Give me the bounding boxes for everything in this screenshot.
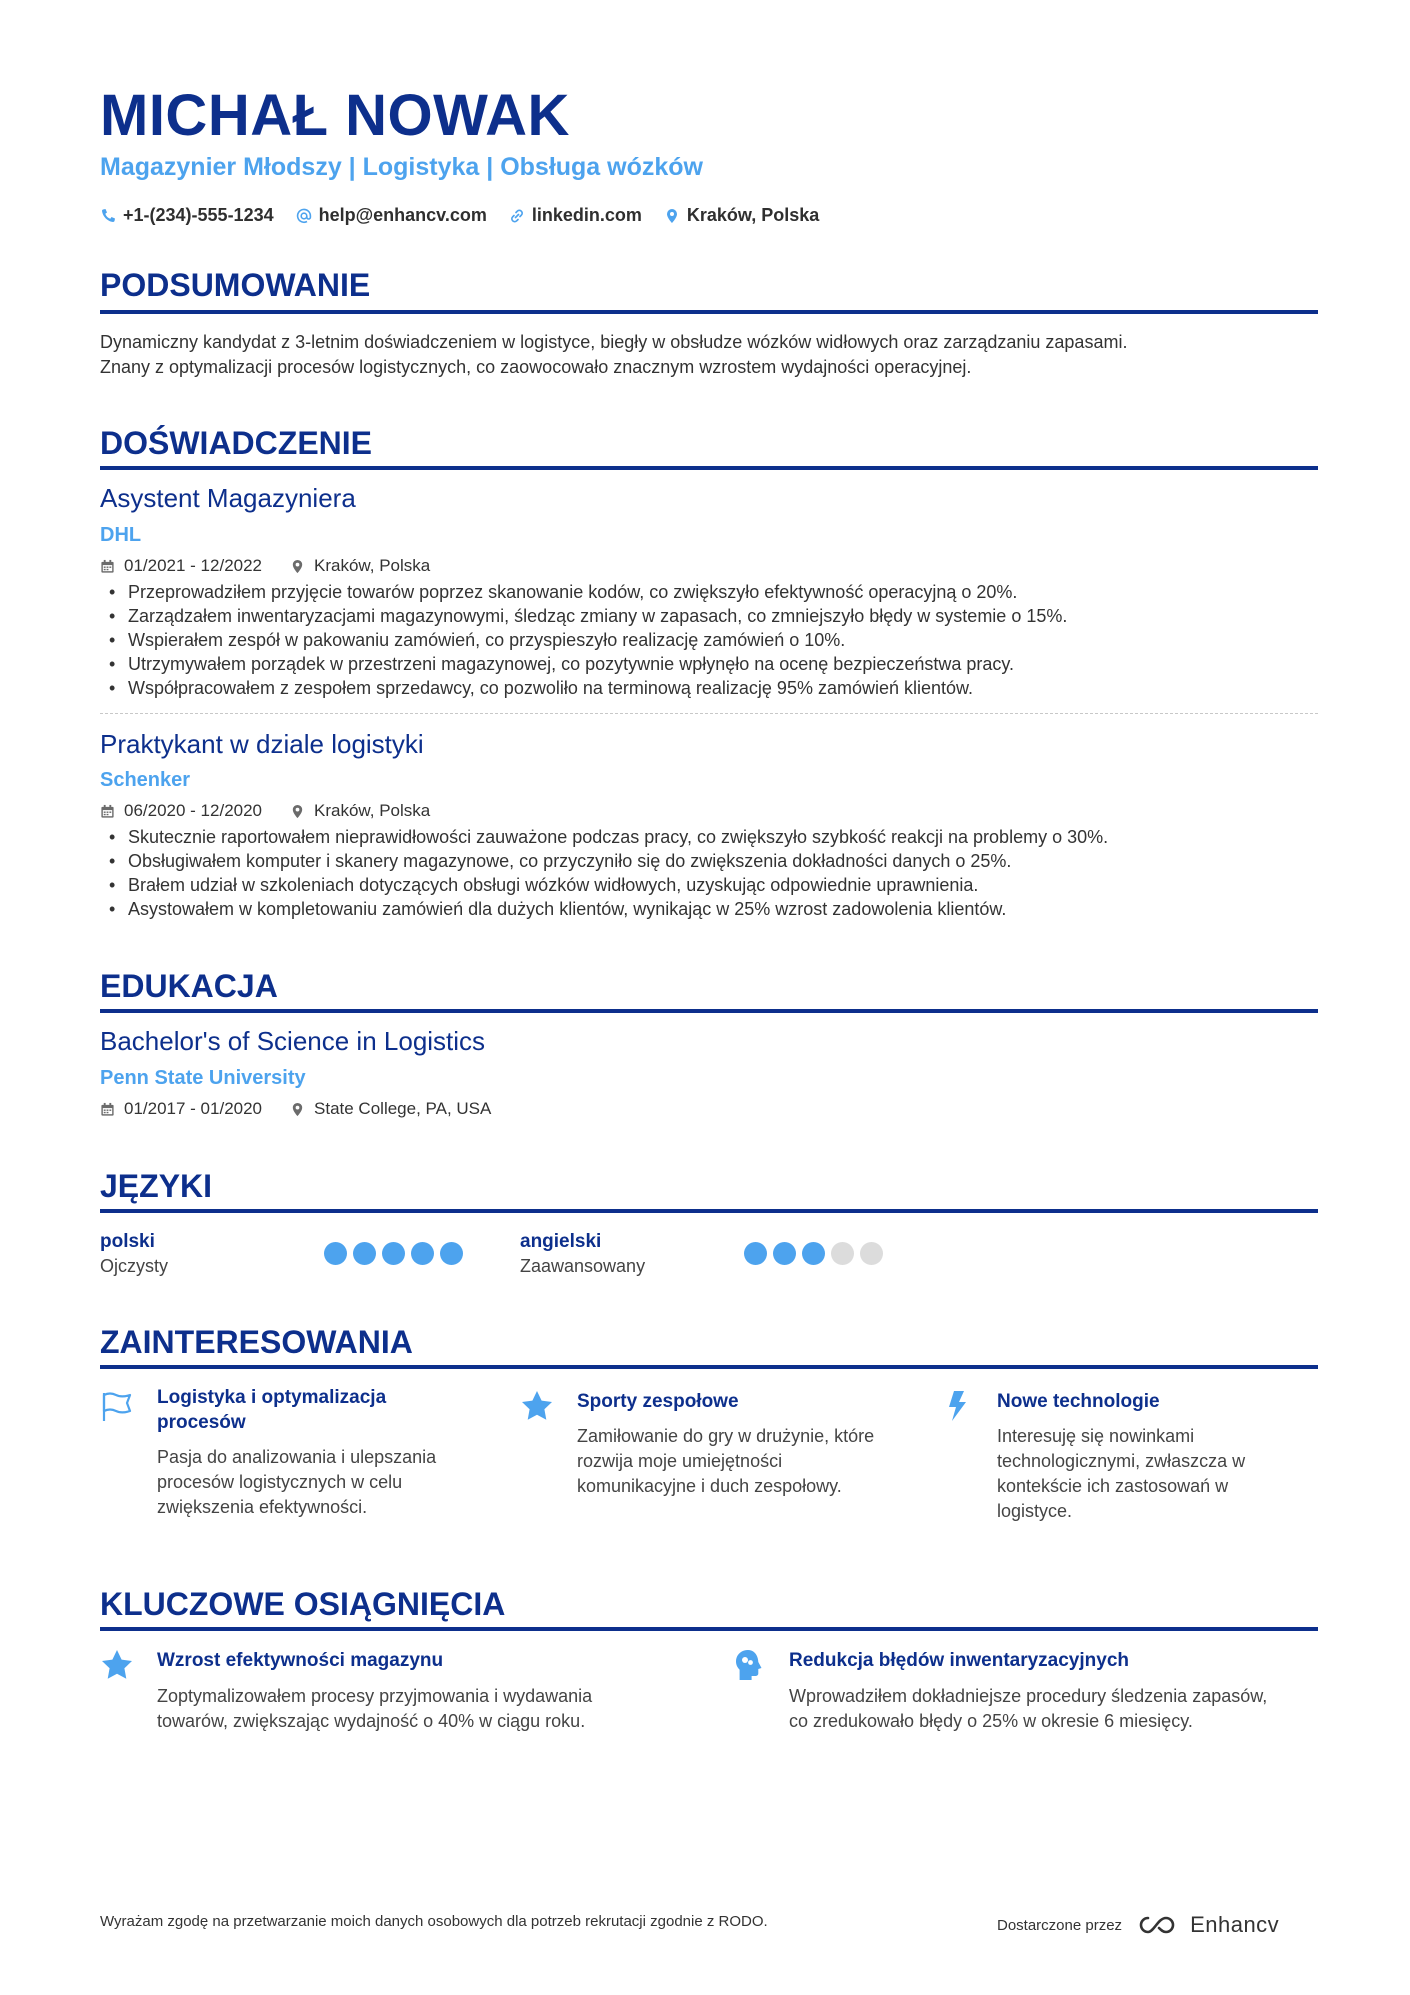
list-item: • Skutecznie raportowałem nieprawidłowości zauważone podczas pracy, co zwiększyło szybkość reakcji na problemy o 30%. bbox=[100, 825, 1318, 849]
company-name: DHL bbox=[100, 524, 142, 546]
education-meta bbox=[100, 1099, 491, 1119]
summary-line: Znany z optymalizacji procesów logistycznych, co zaowocowało znacznym wzrostem wydajności operacyjnej. bbox=[100, 357, 972, 377]
job-bullets bbox=[100, 825, 1318, 921]
email-text: help@enhancv.com bbox=[318, 205, 487, 225]
rating-dot-filled bbox=[440, 1242, 463, 1265]
language-name: angielski bbox=[520, 1231, 602, 1252]
education-location bbox=[290, 1099, 491, 1119]
location-text: State College, PA, USA bbox=[314, 1099, 492, 1118]
rating-dot-filled bbox=[773, 1242, 796, 1265]
section-divider bbox=[100, 1209, 1318, 1213]
rating-dot-filled bbox=[382, 1242, 405, 1265]
summary-line: Dynamiczny kandydat z 3-letnim doświadczeniem w logistyce, biegły w obsłudze wózków widłowych oraz zarządzaniu zapasami. bbox=[100, 332, 1128, 352]
phone-icon bbox=[100, 208, 116, 224]
interest-desc: Zamiłowanie do gry w drużynie, które rozwija moje umiejętności komunikacyjne i duch zespołowy. bbox=[577, 1426, 875, 1496]
location-text: Kraków, Polska bbox=[314, 801, 431, 820]
entry-divider bbox=[100, 713, 1318, 714]
rating-dot-empty bbox=[860, 1242, 883, 1265]
company-name: Schenker bbox=[100, 769, 191, 791]
calendar-icon bbox=[100, 804, 115, 819]
section-title-languages: JĘZYKI bbox=[100, 1168, 213, 1204]
map-pin-icon bbox=[290, 559, 305, 574]
interest-desc: Interesuję się nowinkami technologicznymi, zwłaszcza w kontekście ich zastosowań w logistyce. bbox=[997, 1426, 1246, 1521]
section-divider bbox=[100, 1627, 1318, 1631]
list-item: • Utrzymywałem porządek w przestrzeni magazynowej, co pozytywnie wpłynęło na ocenę bezpieczeństwa pracy. bbox=[100, 652, 1318, 676]
rating-dot-filled bbox=[411, 1242, 434, 1265]
list-item: • Współpracowałem z zespołem sprzedawcy, co pozwoliło na terminową realizację 95% zamówień klientów. bbox=[100, 676, 1318, 700]
language-rating bbox=[324, 1242, 463, 1265]
rating-dot-filled bbox=[324, 1242, 347, 1265]
job-meta bbox=[100, 556, 430, 576]
list-item: • Asystowałem w kompletowaniu zamówień dla dużych klientów, wynikając w 25% wzrost zadowolenia klientów. bbox=[100, 897, 1318, 921]
map-pin-icon bbox=[290, 1102, 305, 1117]
section-title-summary: PODSUMOWANIE bbox=[100, 267, 371, 303]
powered-by-label: Dostarczone przez bbox=[997, 1916, 1123, 1934]
dates-text: 01/2017 - 01/2020 bbox=[124, 1099, 263, 1118]
dates-text: 06/2020 - 12/2020 bbox=[124, 801, 263, 820]
job-dates bbox=[100, 556, 262, 576]
section-title-interests: ZAINTERESOWANIA bbox=[100, 1324, 413, 1360]
at-icon bbox=[296, 208, 312, 224]
section-divider bbox=[100, 310, 1318, 314]
location-text: Kraków, Polska bbox=[314, 556, 431, 575]
rating-dot-empty bbox=[831, 1242, 854, 1265]
star-icon bbox=[100, 1648, 134, 1682]
list-item: • Brałem udział w szkoleniach dotyczących obsługi wózków widłowych, uzyskując odpowiednie uprawnienia. bbox=[100, 873, 1318, 897]
rating-dot-filled bbox=[744, 1242, 767, 1265]
linkedin-text: linkedin.com bbox=[531, 205, 642, 225]
brand-logo[interactable] bbox=[1136, 1912, 1279, 1938]
section-divider bbox=[100, 1365, 1318, 1369]
section-divider bbox=[100, 1009, 1318, 1013]
job-meta bbox=[100, 801, 430, 821]
achievement-title: Redukcja błędów inwentaryzacyjnych bbox=[789, 1650, 1129, 1671]
dates-text: 01/2021 - 12/2022 bbox=[124, 556, 263, 575]
achievement-desc: Wprowadziłem dokładniejsze procedury śledzenia zapasów, co zredukowało błędy o 25% w okresie 6 miesięcy. bbox=[789, 1686, 1268, 1731]
star-icon bbox=[520, 1389, 554, 1423]
contact-email[interactable] bbox=[296, 205, 487, 226]
map-pin-icon bbox=[290, 804, 305, 819]
section-divider bbox=[100, 466, 1318, 470]
consent-text: Wyrażam zgodę na przetwarzanie moich danych osobowych dla potrzeb rekrutacji zgodnie z RODO. bbox=[100, 1913, 768, 1930]
summary-text bbox=[100, 330, 1318, 380]
lightning-icon bbox=[940, 1389, 974, 1423]
contact-location bbox=[664, 205, 819, 226]
job-bullets bbox=[100, 580, 1318, 700]
brain-head-icon bbox=[732, 1648, 766, 1682]
location-text: Kraków, Polska bbox=[686, 205, 820, 225]
infinity-icon bbox=[1136, 1914, 1182, 1936]
interest-desc: Pasja do analizowania i ulepszania procesów logistycznych w celu zwiększenia efektywności. bbox=[157, 1447, 437, 1517]
achievement-title: Wzrost efektywności magazynu bbox=[157, 1650, 444, 1671]
section-title-experience: DOŚWIADCZENIE bbox=[100, 425, 372, 461]
interest-title: Logistyka i optymalizacja procesów bbox=[157, 1387, 387, 1433]
job-location bbox=[290, 801, 430, 821]
job-title: Praktykant w dziale logistyki bbox=[100, 729, 424, 759]
language-level: Zaawansowany bbox=[520, 1256, 646, 1276]
list-item: • Zarządzałem inwentaryzacjami magazynowymi, śledząc zmiany w zapasach, co zmniejszyło błędy w systemie o 15%. bbox=[100, 604, 1318, 628]
language-item bbox=[100, 1231, 168, 1277]
link-icon bbox=[509, 208, 525, 224]
calendar-icon bbox=[100, 1102, 115, 1117]
education-dates bbox=[100, 1099, 262, 1119]
interest-title: Sporty zespołowe bbox=[577, 1391, 739, 1412]
list-item: • Przeprowadziłem przyjęcie towarów poprzez skanowanie kodów, co zwiększyło efektywność operacyjną o 20%. bbox=[100, 580, 1318, 604]
contact-linkedin[interactable] bbox=[509, 205, 642, 226]
brand-name: Enhancv bbox=[1190, 1912, 1280, 1937]
map-pin-icon bbox=[664, 208, 680, 224]
achievement-desc: Zoptymalizowałem procesy przyjmowania i wydawania towarów, zwiększając wydajność o 40% w ciągu roku. bbox=[157, 1686, 593, 1731]
job-title: Asystent Magazyniera bbox=[100, 483, 356, 513]
candidate-name: MICHAŁ NOWAK bbox=[100, 83, 570, 148]
section-title-education: EDUKACJA bbox=[100, 968, 278, 1004]
contact-bar bbox=[100, 205, 819, 226]
flag-icon bbox=[100, 1389, 134, 1423]
candidate-subtitle: Magazynier Młodszy | Logistyka | Obsługa wózków bbox=[100, 153, 703, 181]
list-item: • Wspierałem zespół w pakowaniu zamówień, co przyspieszyło realizację zamówień o 10%. bbox=[100, 628, 1318, 652]
job-dates bbox=[100, 801, 262, 821]
language-item bbox=[520, 1231, 645, 1277]
resume-page bbox=[100, 0, 1318, 1995]
school-name: Penn State University bbox=[100, 1067, 306, 1089]
calendar-icon bbox=[100, 559, 115, 574]
contact-phone[interactable] bbox=[100, 205, 274, 226]
phone-text: +1-(234)-555-1234 bbox=[123, 205, 274, 225]
language-name: polski bbox=[100, 1231, 155, 1252]
job-location bbox=[290, 556, 430, 576]
list-item: • Obsługiwałem komputer i skanery magazynowe, co przyczyniło się do zwiększenia dokładności danych o 25%. bbox=[100, 849, 1318, 873]
powered-by bbox=[997, 1912, 1279, 1938]
language-level: Ojczysty bbox=[100, 1256, 169, 1276]
rating-dot-filled bbox=[353, 1242, 376, 1265]
language-rating bbox=[744, 1242, 883, 1265]
rating-dot-filled bbox=[802, 1242, 825, 1265]
degree-title: Bachelor's of Science in Logistics bbox=[100, 1026, 486, 1056]
interest-title: Nowe technologie bbox=[997, 1391, 1160, 1412]
section-title-achievements: KLUCZOWE OSIĄGNIĘCIA bbox=[100, 1586, 506, 1622]
